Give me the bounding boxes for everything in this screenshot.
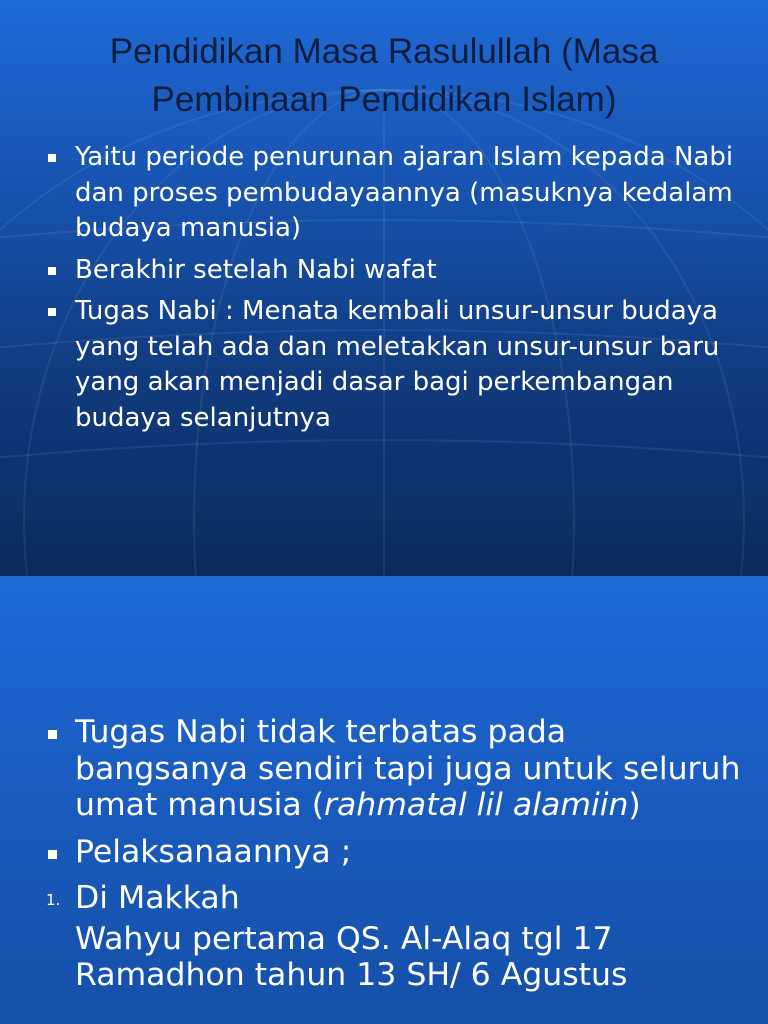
square-bullet-icon [48, 308, 56, 316]
bullet-item [46, 834, 746, 871]
list-number: 1. [46, 891, 61, 909]
bullet-text: Pelaksanaannya ; [75, 833, 352, 870]
numbered-item [46, 880, 746, 917]
slide-1-title: Pendidikan Masa Rasulullah (Masa Pembinaan Pendidikan Islam) [109, 32, 659, 119]
bullet-text: Yaitu periode penurunan ajaran Islam kepada Nabi dan proses pembudayaannya (masuknya kedalam budaya manusia) [75, 142, 734, 243]
continuation-text [46, 921, 746, 994]
square-bullet-icon [48, 154, 56, 162]
continuation-line: Wahyu pertama QS. Al-Alaq tgl 17 Ramadhon tahun 13 SH/ 6 Agustus [75, 920, 628, 993]
bullet-item [46, 714, 746, 824]
bullet-text: Tugas Nabi : Menata kembali unsur-unsur budaya yang telah ada dan meletakkan unsur-unsur baru yang akan menjadi dasar bagi perkembangan budaya selanjutnya [75, 296, 720, 433]
square-bullet-icon [48, 267, 56, 275]
bullet-item [46, 140, 746, 247]
bullet-item [46, 294, 746, 436]
bullet-text-italic: rahmatal lil alamiin [324, 787, 629, 823]
slide-2 [0, 576, 768, 1024]
bullet-text-end: ) [628, 787, 641, 823]
square-bullet-icon [48, 850, 57, 859]
bullet-text: Berakhir setelah Nabi wafat [75, 254, 437, 285]
square-bullet-icon [48, 730, 57, 739]
bullet-item [46, 253, 746, 289]
slide-1-bullet-list [46, 140, 746, 442]
slide-2-bullet-list [46, 714, 746, 994]
numbered-item-text: Di Makkah [75, 880, 240, 916]
bullet-text: Tugas Nabi tidak terbatas pada bangsanya sendiri tapi juga untuk seluruh umat manusia ( [75, 714, 741, 823]
